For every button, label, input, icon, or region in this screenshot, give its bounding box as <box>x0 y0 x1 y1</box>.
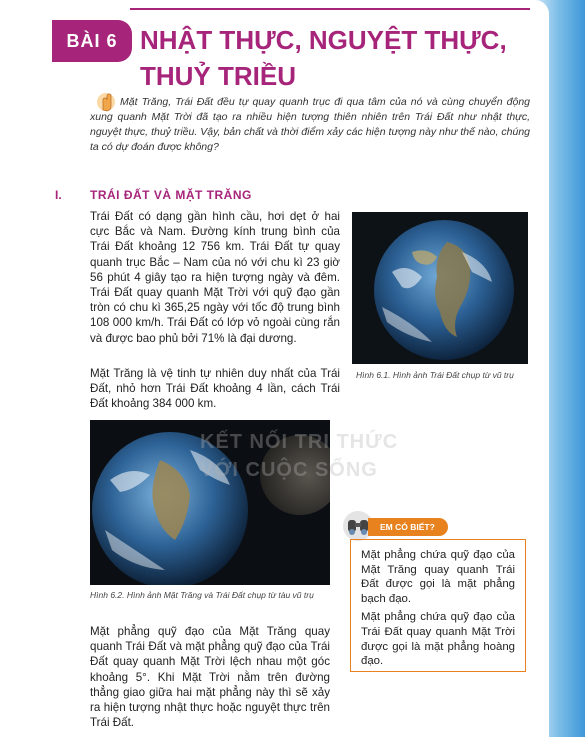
watermark-line-2: VỚI CUỘC SỐNG <box>200 459 378 481</box>
publisher-watermark <box>200 428 398 484</box>
did-you-know-text-2: Mặt phẳng chứa quỹ đạo của Trái Đất quay quanh Mặt Trời được gọi là mặt phẳng hoàng đạo. <box>361 611 515 668</box>
paragraph-orbital-planes: Mặt phẳng quỹ đạo của Mặt Trăng quay quanh Trái Đất và mặt phẳng quỹ đạo của Trái Đất quay quanh Mặt Trời lệch nhau một góc khoảng 5°. Khi Mặt Trời nằm trên đường thẳng giao giữa hai mặt phẳng này thì sẽ xảy ra hiện tượng nhật thực hoặc nguyệt thực trên Trái Đất. <box>90 625 330 730</box>
paragraph-moon: Mặt Trăng là vệ tinh tự nhiên duy nhất của Trái Đất, nhỏ hơn Trái Đất khoảng 4 lần, cách Trái Đất khoảng 384 000 km. <box>90 367 340 411</box>
intro-text: Mặt Trăng, Trái Đất đều tự quay quanh trục đi qua tâm của nó và cùng chuyển động xung quanh Mặt Trời đã tạo ra nhiều hiện tượng thiên nhiên trên Trái Đất như nhật thực, nguyệt thực, thuỷ triều. Vậy, bản chất và thời điểm xảy các hiện tượng này như thế nào, chúng ta có dự đoán được không? <box>90 96 530 153</box>
watermark-line-1: KẾT NỐI TRI THỨC <box>200 431 399 453</box>
figure-6-1-caption: Hình 6.1. Hình ảnh Trái Đất chụp từ vũ trụ <box>356 370 514 380</box>
paragraph-earth: Trái Đất có dạng gần hình cầu, hơi dẹt ở hai cực Bắc và Nam. Đường kính trung bình của Trái Đất khoảng 12 756 km. Trái Đất tự quay quanh trục Bắc – Nam của nó với chu kì 23 giờ 56 phút 4 giây tạo ra hiện tượng ngày và đêm. Trái Đất quay quanh Mặt Trời với quỹ đạo gần tròn có chu kì 365,25 ngày với tốc độ trung bình 108 000 km/h. Trái Đất có lớp vỏ ngoài cùng rắn và được bao phủ bởi 71% là đại dương. <box>90 210 340 345</box>
did-you-know-header <box>342 510 527 542</box>
did-you-know-box <box>350 539 526 672</box>
section-title: TRÁI ĐẤT VÀ MẶT TRĂNG <box>90 188 252 202</box>
side-band-curve <box>535 0 549 737</box>
earth-photo <box>352 212 528 364</box>
figure-6-2-caption: Hình 6.2. Hình ảnh Mặt Trăng và Trái Đất chụp từ tàu vũ trụ <box>90 590 314 600</box>
header-rule <box>130 8 530 10</box>
lesson-badge: BÀI 6 <box>52 20 132 62</box>
did-you-know-label: EM CÓ BIẾT? <box>368 518 448 536</box>
did-you-know-text-1: Mặt phẳng chứa quỹ đạo của Mặt Trăng quay quanh Trái Đất được gọi là mặt phẳng bạch đạo. <box>361 549 515 605</box>
page-title: NHẬT THỰC, NGUYỆT THỰC, THUỶ TRIỀU <box>140 25 507 91</box>
section-number: I. <box>55 188 62 202</box>
